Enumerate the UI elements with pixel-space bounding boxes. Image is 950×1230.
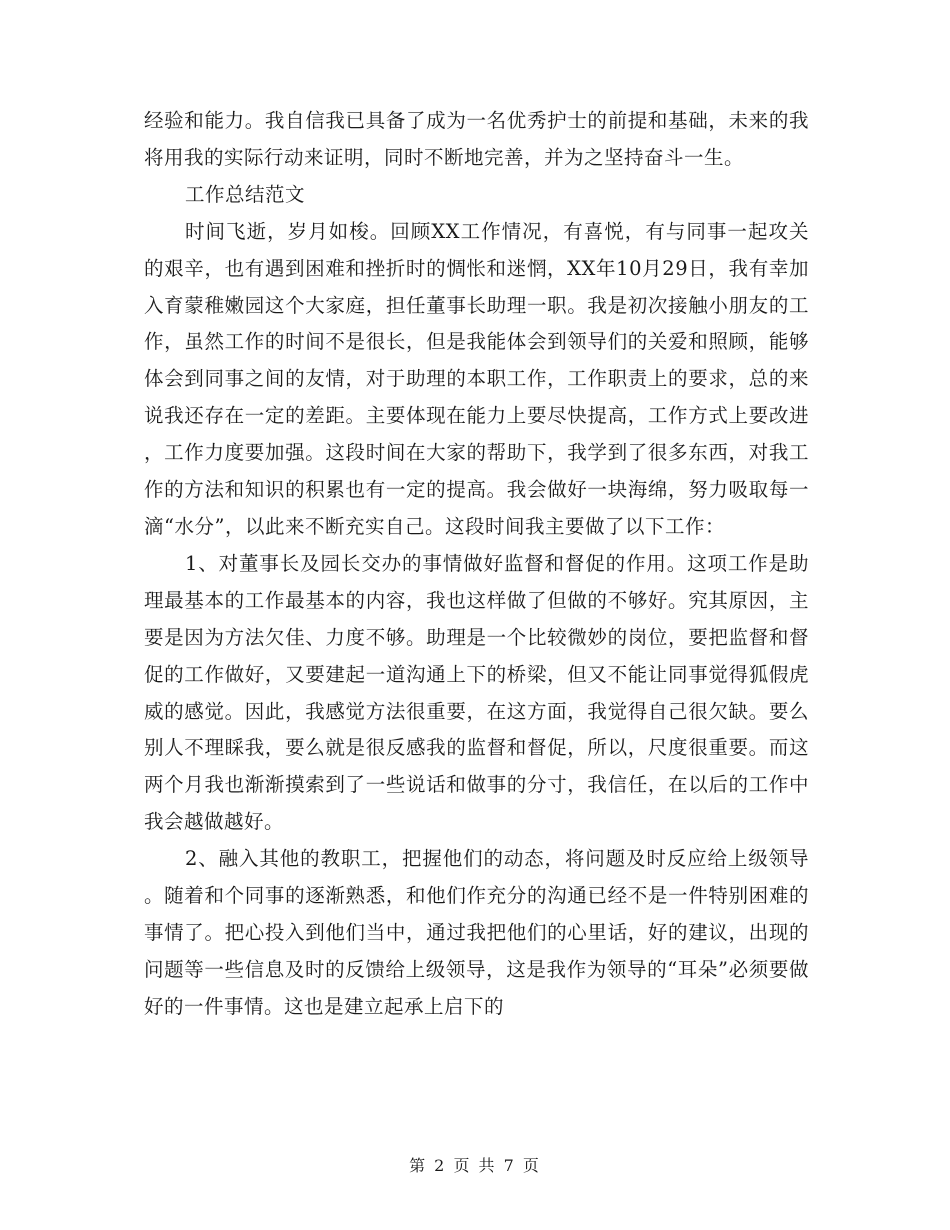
paragraph-intro: 时间飞逝，岁月如梭。回顾XX工作情况，有喜悦，有与同事一起攻关的艰辛，也有遇到困难和挫折时的惆怅和迷惘，XX年10月29日，我有幸加入育蒙稚嫩园这个大家庭，担任董事长助理一职。我是初次接触小朋友的工作，虽然工作的时间不是很长，但是我能体会到领导们的关爱和照顾，能够体会到同事之间的友情，对于助理的本职工作，工作职责上的要求，总的来说我还存在一定的差距。主要体现在能力上要尽快提高，工作方式上要改进，工作力度要加强。这段时间在大家的帮助下，我学到了很多东西，对我工作的方法和知识的积累也有一定的提高。我会做好一块海绵，努力吸取每一滴“水分”，以此来不断充实自己。这段时间我主要做了以下工作： [144, 219, 809, 538]
page-number-footer: 第 2 页 共 7 页 [409, 1156, 541, 1175]
paragraph-item-1: 1、对董事长及园长交办的事情做好监督和督促的作用。这项工作是助理最基本的工作最基本的内容，我也这样做了但做的不够好。究其原因，主要是因为方法欠佳、力度不够。助理是一个比较微妙的岗位，要把监督和督促的工作做好，又要建起一道沟通上下的桥梁，但又不能让同事觉得狐假虎威的感觉。因此，我感觉方法很重要，在这方面，我觉得自己很欠缺。要么别人不理睬我，要么就是很反感我的监督和督促，所以，尺度很重要。而这两个月我也渐渐摸索到了一些说话和做事的分寸，我信任，在以后的工作中我会越做越好。 [144, 551, 809, 834]
paragraph-item-2: 2、融入其他的教职工，把握他们的动态，将问题及时反应给上级领导。随着和个同事的逐渐熟悉，和他们作充分的沟通已经不是一件特别困难的事情了。把心投入到他们当中，通过我把他们的心里话，好的建议，出现的问题等一些信息及时的反馈给上级领导，这是我作为领导的“耳朵”必须要做好的一件事情。这也是建立起承上启下的 [144, 847, 809, 1018]
document-body [144, 103, 809, 1026]
section-heading: 工作总结范文 [185, 182, 306, 206]
paragraph-continuation: 经验和能力。我自信我已具备了成为一名优秀护士的前提和基础，未来的我将用我的实际行动来证明，同时不断地完善，并为之坚持奋斗一生。 [144, 109, 809, 169]
